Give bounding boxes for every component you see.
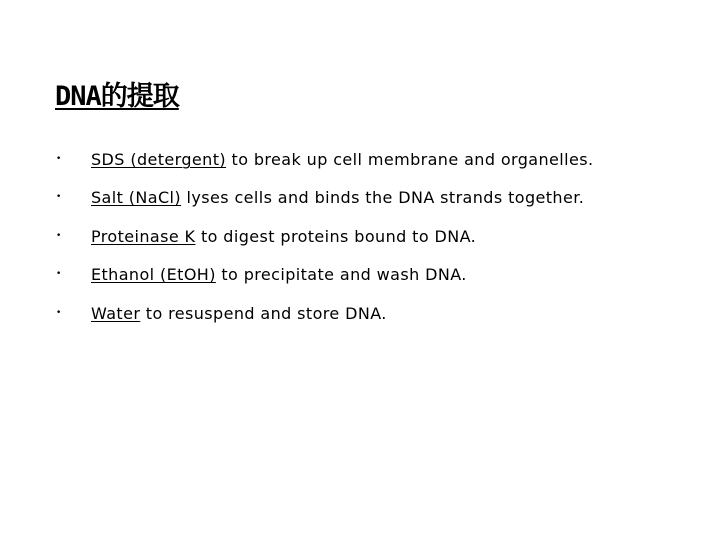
bullet-icon: • [56,230,62,241]
bullet-icon: • [56,192,62,203]
reagent-description: to digest proteins bound to DNA. [195,226,477,246]
reagent-description: to resuspend and store DNA. [140,303,387,323]
bullet-text [91,265,467,284]
bullet-text [91,304,387,323]
reagent-description: lyses cells and binds the DNA strands together. [181,188,585,208]
bullet-item-ethanol [56,256,696,295]
bullet-icon: • [56,307,62,318]
bullet-list [56,140,696,333]
bullet-item-water [56,294,696,333]
reagent-term: Proteinase K [91,226,196,246]
bullet-icon: • [56,269,62,280]
reagent-description: to break up cell membrane and organelles. [226,149,594,169]
slide-title: DNA的提取 [55,81,179,112]
reagent-term: Salt (NaCl) [91,188,182,208]
bullet-item-proteinase [56,217,696,256]
bullet-icon: • [56,153,62,164]
bullet-item-sds [56,140,696,179]
bullet-item-salt [56,179,696,218]
reagent-term: Water [91,303,141,323]
reagent-description: to precipitate and wash DNA. [215,265,467,285]
bullet-text [91,150,593,169]
bullet-text [91,188,584,207]
reagent-term: SDS (detergent) [91,149,227,169]
bullet-text [91,227,476,246]
reagent-term: Ethanol (EtOH) [91,265,216,285]
